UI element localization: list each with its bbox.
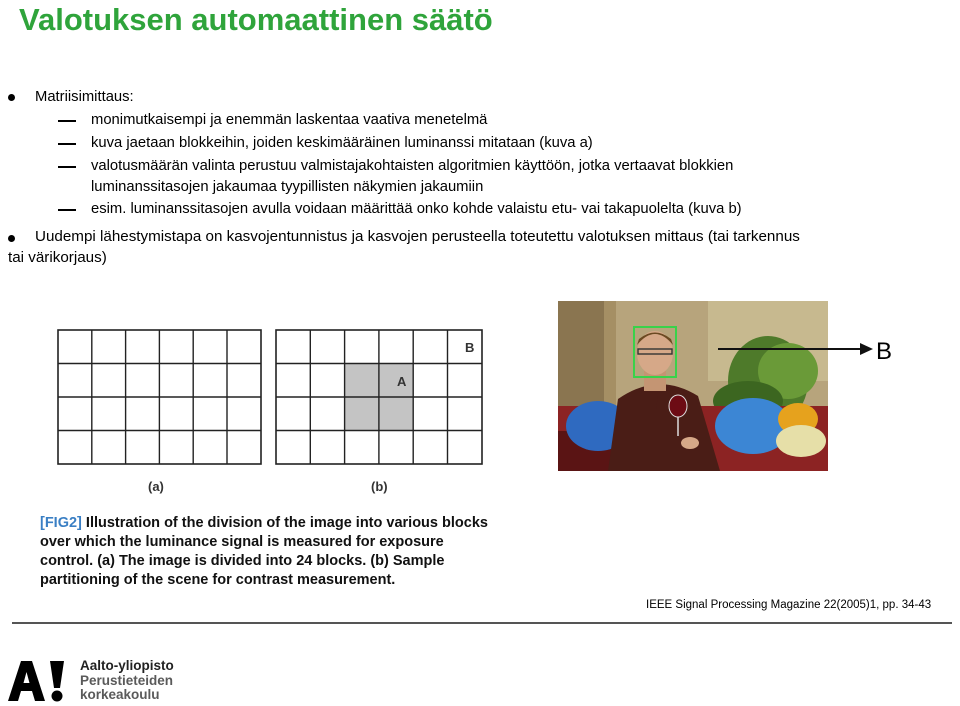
grid-label-a: A xyxy=(397,374,407,389)
logo-line-2: Perustieteiden xyxy=(80,672,174,688)
sub-bullet-2: kuva jaetaan blokkeihin, joiden keskimääräinen luminanssi mitataan (kuva a) xyxy=(91,135,593,151)
bullet-face-detection-cont: tai värikorjaus) xyxy=(8,249,107,266)
figure-block-grids xyxy=(38,310,500,588)
reference-citation: IEEE Signal Processing Magazine 22(2005)1, pp. 34-43 xyxy=(646,599,932,611)
caption-line: partitioning of the scene for contrast measurement. xyxy=(40,572,396,588)
caption-line: Illustration of the division of the image into various blocks xyxy=(85,515,488,531)
bullet-dot xyxy=(8,94,15,101)
page-title: Valotuksen automaattinen säätö xyxy=(19,2,493,37)
caption-line: control. (a) The image is divided into 24 blocks. (b) Sample xyxy=(40,553,445,569)
arrow-to-b xyxy=(828,341,874,357)
logo-line-1: Aalto-yliopisto xyxy=(80,658,174,673)
sub-bullet-dash xyxy=(58,166,76,168)
figure-tag: [FIG2] xyxy=(40,515,82,531)
sub-bullet-dash xyxy=(58,143,76,145)
bullet-matrix-metering: Matriisimittaus: xyxy=(35,89,134,105)
caption-line: over which the luminance signal is measured for exposure xyxy=(40,534,444,550)
sub-bullet-4: esim. luminanssitasojen avulla voidaan määrittää onko kohde valaistu etu- vai takapuolelta (kuva b) xyxy=(91,201,742,217)
grid-b xyxy=(275,329,483,465)
sub-bullet-dash xyxy=(58,120,76,122)
face-detection-photo xyxy=(558,301,828,471)
sub-bullet-3-cont: luminanssitasojen jakaumaa tyypillisten näkymien jakaumiin xyxy=(91,179,484,195)
aalto-logo-icon xyxy=(8,660,68,702)
sub-bullet-dash xyxy=(58,209,76,211)
logo-line-3: korkeakoulu xyxy=(80,687,160,702)
figure-caption xyxy=(40,514,488,590)
caption-b: (b) xyxy=(371,479,388,494)
sub-bullet-1: monimutkaisempi ja enemmän laskentaa vaativa menetelmä xyxy=(91,112,488,128)
bullet-dot xyxy=(8,235,15,242)
grid-a xyxy=(57,329,262,465)
footer-divider xyxy=(12,622,952,624)
bullet-face-detection: Uudempi lähestymistapa on kasvojentunnistus ja kasvojen perusteella toteutettu valotuksen mittaus (tai tarkennus xyxy=(35,228,800,245)
photo-label-b: B xyxy=(876,338,893,365)
sub-bullet-3: valotusmäärän valinta perustuu valmistajakohtaisten algoritmien käyttöön, jotka vertaavat blokkien xyxy=(91,158,734,174)
logo-text xyxy=(80,659,174,703)
grid-label-b: B xyxy=(465,340,475,355)
caption-a: (a) xyxy=(148,479,164,494)
